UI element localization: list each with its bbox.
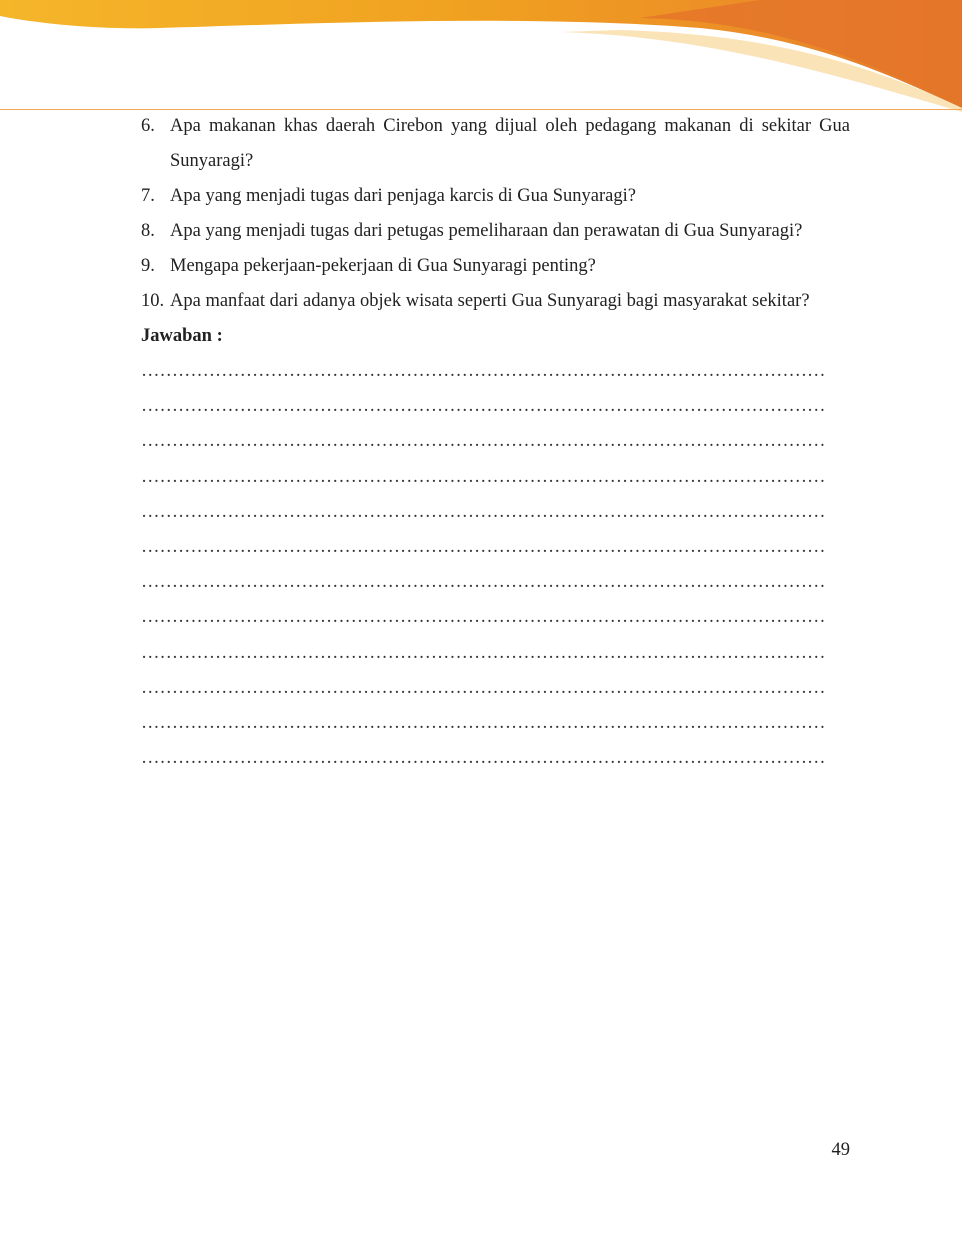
answer-line: …………………………………………………………………………………………………: [141, 712, 826, 733]
answer-label: Jawaban :: [141, 326, 223, 346]
question-number: 6.: [141, 116, 155, 136]
question-text: Apa makanan khas daerah Cirebon yang dijual oleh pedagang makanan di sekitar Gua Sunyaragi?: [170, 116, 850, 171]
question-item: [141, 214, 850, 249]
answer-line: …………………………………………………………………………………………………: [141, 396, 826, 417]
question-item: [141, 109, 850, 179]
answer-line: …………………………………………………………………………………………………: [141, 748, 826, 769]
answer-line: …………………………………………………………………………………………………: [141, 572, 826, 593]
question-item: [141, 284, 850, 319]
question-number: 10.: [141, 291, 165, 311]
page-content: [141, 109, 850, 776]
question-item: [141, 179, 850, 214]
answer-line: …………………………………………………………………………………………………: [141, 431, 826, 452]
answer-line: …………………………………………………………………………………………………: [141, 466, 826, 487]
question-number: 7.: [141, 186, 155, 206]
question-number: 8.: [141, 221, 155, 241]
question-number: 9.: [141, 256, 155, 276]
answer-area: [141, 354, 850, 776]
question-text: Apa yang menjadi tugas dari penjaga karcis di Gua Sunyaragi?: [170, 186, 636, 206]
question-list: [141, 109, 850, 319]
answer-line: …………………………………………………………………………………………………: [141, 677, 826, 698]
answer-line: …………………………………………………………………………………………………: [141, 642, 826, 663]
answer-line: …………………………………………………………………………………………………: [141, 501, 826, 522]
page-number: 49: [831, 1140, 850, 1160]
question-item: [141, 249, 850, 284]
answer-line: …………………………………………………………………………………………………: [141, 361, 826, 381]
answer-line: …………………………………………………………………………………………………: [141, 536, 826, 557]
question-text: Mengapa pekerjaan-pekerjaan di Gua Sunyaragi penting?: [170, 256, 596, 276]
question-text: Apa yang menjadi tugas dari petugas pemeliharaan dan perawatan di Gua Sunyaragi?: [170, 221, 803, 241]
header-wave-decoration: [0, 0, 962, 120]
answer-line: …………………………………………………………………………………………………: [141, 607, 826, 628]
question-text: Apa manfaat dari adanya objek wisata seperti Gua Sunyaragi bagi masyarakat sekitar?: [170, 291, 810, 311]
